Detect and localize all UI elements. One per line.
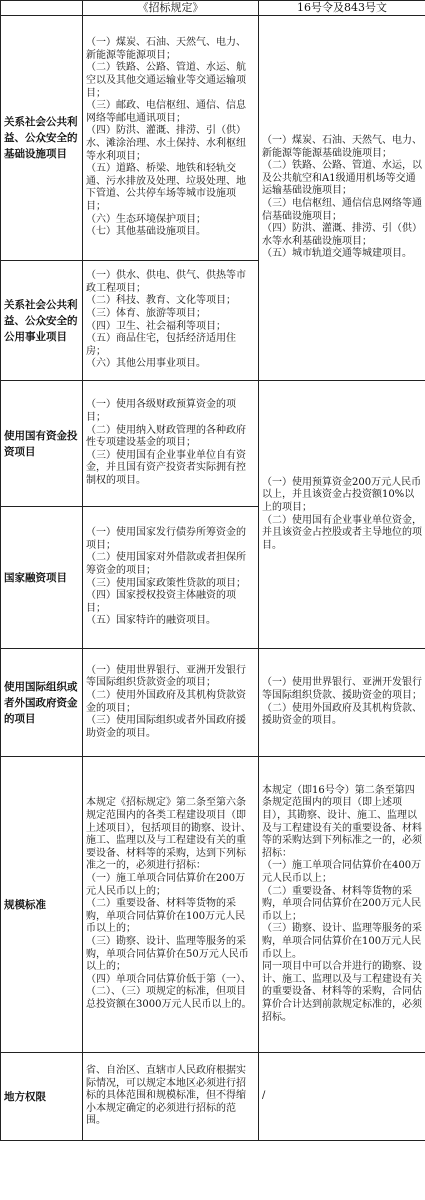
category-cell: 关系社会公共利益、公众安全的公用事业项目 xyxy=(1,261,83,381)
list-item: （二）使用外国政府及其机构贷款、援助资金的项目。 xyxy=(262,702,422,727)
list-item: （四）卫生、社会福利等项目； xyxy=(86,320,226,332)
right-cell xyxy=(259,1053,425,1141)
left-cell xyxy=(83,16,259,261)
list-item: （二）科技、教育、文化等项目； xyxy=(86,295,236,307)
left-cell xyxy=(83,507,259,649)
header-row xyxy=(1,1,425,16)
list-item: （三）使用国家政策性贷款的项目； xyxy=(86,577,246,589)
list-item: （一）供水、供电、供气、供热等市政工程项目； xyxy=(86,270,246,294)
paragraph: 本规定《招标规定》第二条至第六条规定范围内的各类工程建设项目（即上述项目），包括项目的勘察、设计、施工、监理以及与工程建设有关的重要设备、材料等的采购，达到下列标准之一的，必须进行招标： xyxy=(86,797,251,872)
list-item: （二）铁路、公路、管道、水运、航空以及其他交通运输业等交通运输项目； xyxy=(86,62,246,99)
list-item: （二）使用国家对外借款或者担保所筹资金的项目； xyxy=(86,552,246,576)
list-item: （一）使用预算资金200万元人民币以上，并且该资金占投资额10%以上的项目； xyxy=(262,476,422,513)
list-item: （五）道路、桥梁、地铁和轻轨交通、污水排放及处理、垃圾处理、地下管道、公共停车场等城市设施项目； xyxy=(86,163,246,212)
list-item: （五）国家特许的融资项目。 xyxy=(86,615,216,627)
list-item: （二）使用国有企业事业单位资金，并且该资金占控股或者主导地位的项目。 xyxy=(262,514,422,551)
table-row xyxy=(1,16,425,261)
list-item: （六）其他公用事业项目。 xyxy=(86,358,206,370)
category-cell: 使用国有资金投资项目 xyxy=(1,381,83,507)
header-zhaobiao-guiding: 《招标规定》 xyxy=(83,1,259,16)
table-row xyxy=(1,757,425,1053)
right-cell xyxy=(259,757,425,1053)
list-item: （三）勘察、设计、监理等服务的采购，单项合同估算价在100万元人民币以上。 xyxy=(262,923,422,960)
left-cell xyxy=(83,261,259,381)
list-item: （三）勘察、设计、监理等服务的采购，单项合同估算价在50万元人民币以上的； xyxy=(86,935,249,973)
table-row xyxy=(1,1053,425,1141)
list-item: （四）防洪、灌溉、排涝、引（供）水、滩涂治理、水土保持、水利枢纽等水利项目； xyxy=(86,125,246,162)
list-item: （一）使用国家发行债券所筹资金的项目； xyxy=(86,527,246,551)
paragraph: 本规定（即16号令）第二条至第四条规定范围内的项目（即上述项目），其勘察、设计、施工、监理以及与工程建设有关的重要设备、材料等的采购达到下列标准之一的，必须招标： xyxy=(262,784,422,859)
list-item: （二）使用外国政府及其机构贷款资金的项目； xyxy=(86,689,246,714)
category-cell: 地方权限 xyxy=(1,1053,83,1141)
right-cell xyxy=(259,16,425,381)
list-item: （五）城市轨道交通等城建项目。 xyxy=(262,248,412,260)
list-item: （二）重要设备、材料等货物的采购，单项合同估算价在100万元人民币以上的； xyxy=(86,898,246,935)
list-item: （一）煤炭、石油、天然气、电力、新能源等能源项目； xyxy=(86,37,246,61)
left-cell xyxy=(83,381,259,507)
header-empty xyxy=(1,1,83,16)
category-cell: 国家融资项目 xyxy=(1,507,83,649)
list-item: （四）国家授权投资主体融资的项目； xyxy=(86,590,236,614)
list-item: （三）电信枢纽、通信信息网络等通信基础设施项目； xyxy=(262,198,422,222)
list-item: （三）使用国有企业事业单位自有资金，并且国有资产投资者实际拥有控制权的项目。 xyxy=(86,449,246,486)
list-item: （二）重要设备、材料等货物的采购，单项合同估算价在200万元人民币以上； xyxy=(262,885,422,922)
list-item: （六）生态环境保护项目； xyxy=(86,213,206,225)
list-item: （七）其他基础设施项目。 xyxy=(86,226,206,238)
table-row xyxy=(1,649,425,757)
list-item: （五）商品住宅，包括经济适用住房； xyxy=(86,333,236,357)
list-item: （三）邮政、电信枢纽、通信、信息网络等邮电通讯项目； xyxy=(86,100,246,124)
category-cell: 规模标准 xyxy=(1,757,83,1053)
list-item: （二）铁路、公路、管道、水运，以及公共航空和A1级通用机场等交通运输基础设施项目； xyxy=(262,160,422,197)
left-cell xyxy=(83,757,259,1053)
list-item: （四）单项合同估算价低于第（一）、（二）、（三）项规定的标准，但项目总投资额在3000万元人民币以上的。 xyxy=(86,973,252,1010)
right-cell xyxy=(259,649,425,757)
list-item: （一）使用各级财政预算资金的项目； xyxy=(86,399,236,424)
category-cell: 关系社会公共利益、公众安全的基础设施项目 xyxy=(1,16,83,261)
list-item: （一）使用世界银行、亚洲开发银行等国际组织贷款资金的项目； xyxy=(86,664,246,689)
list-item: （一）使用世界银行、亚洲开发银行等国际组织贷款、援助资金的项目； xyxy=(262,677,422,701)
category-cell: 使用国际组织或者外国政府资金的项目 xyxy=(1,649,83,757)
paragraph: 省、自治区、直辖市人民政府根据实际情况，可以规定本地区必须进行招标的具体范围和规模标准，但不得缩小本规定确定的必须进行招标的范围。 xyxy=(86,1065,246,1127)
table-row xyxy=(1,381,425,507)
header-16hao-ling: 16号令及843号文 xyxy=(259,1,425,16)
empty-mark: / xyxy=(262,1090,266,1102)
list-item: （三）使用国际组织或者外国政府援助资金的项目。 xyxy=(86,715,246,739)
paragraph: 同一项目中可以合并进行的勘察、设计、施工、监理以及与工程建设有关的重要设备、材料等的采购，合同估算价合计达到前款规定标准的，必须招标。 xyxy=(262,961,422,1023)
left-cell xyxy=(83,1053,259,1141)
left-cell xyxy=(83,649,259,757)
list-item: （三）体育、旅游等项目； xyxy=(86,307,206,319)
list-item: （二）使用纳入财政管理的各种政府性专项建设基金的项目； xyxy=(86,424,246,449)
list-item: （一）施工单项合同估算价在400万元人民币以上； xyxy=(262,860,422,885)
right-cell xyxy=(259,381,425,649)
list-item: （一）煤炭、石油、天然气、电力、新能源等能源基础设施项目； xyxy=(262,135,422,159)
list-item: （一）施工单项合同估算价在200万元人民币以上的； xyxy=(86,873,246,897)
list-item: （四）防洪、灌溉、排涝、引（供）水等水利基础设施项目； xyxy=(262,223,422,247)
